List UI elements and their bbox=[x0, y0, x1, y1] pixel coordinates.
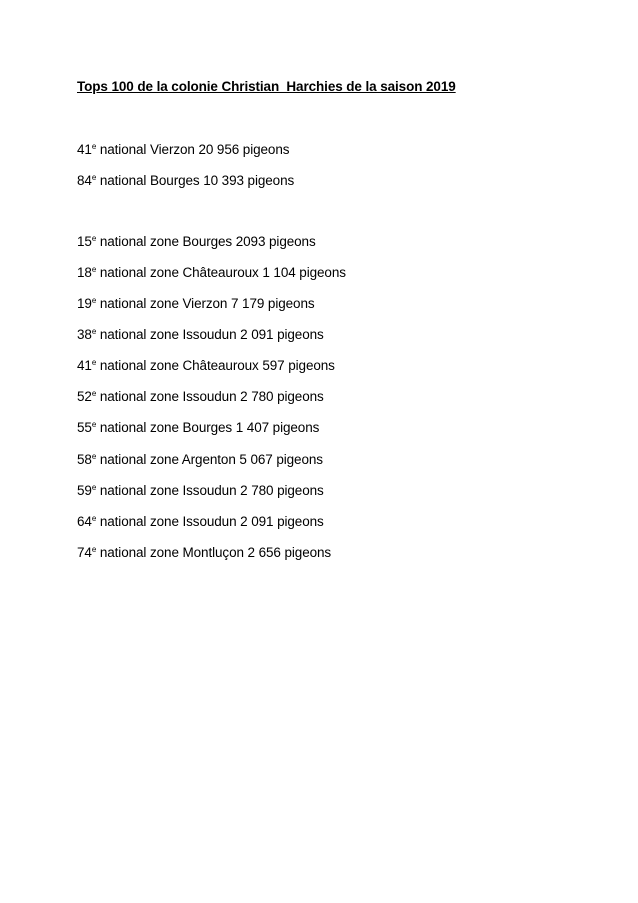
rank: 58 bbox=[77, 452, 92, 467]
result-text: national Vierzon 20 956 pigeons bbox=[96, 142, 290, 157]
rank-suffix: e bbox=[91, 483, 97, 492]
zone-result-3 bbox=[77, 296, 315, 312]
result-text: national zone Châteauroux 597 pigeons bbox=[96, 358, 335, 373]
rank: 84 bbox=[77, 173, 92, 188]
zone-result-5 bbox=[77, 358, 335, 374]
result-text: national zone Vierzon 7 179 pigeons bbox=[96, 296, 315, 311]
result-text: national zone Argenton 5 067 pigeons bbox=[96, 452, 323, 467]
rank: 18 bbox=[77, 265, 92, 280]
rank: 38 bbox=[77, 327, 92, 342]
zone-result-11 bbox=[77, 545, 331, 561]
rank: 41 bbox=[77, 142, 92, 157]
result-text: national zone Bourges 2093 pigeons bbox=[96, 234, 316, 249]
result-text: national Bourges 10 393 pigeons bbox=[96, 173, 295, 188]
result-text: national zone Issoudun 2 780 pigeons bbox=[96, 389, 324, 404]
rank-suffix: e bbox=[91, 420, 97, 429]
rank: 15 bbox=[77, 234, 92, 249]
national-result-1 bbox=[77, 142, 289, 158]
rank: 55 bbox=[77, 420, 92, 435]
zone-result-6 bbox=[77, 389, 324, 405]
result-text: national zone Bourges 1 407 pigeons bbox=[96, 420, 320, 435]
rank-suffix: e bbox=[91, 389, 97, 398]
result-text: national zone Issoudun 2 091 pigeons bbox=[96, 327, 324, 342]
rank-suffix: e bbox=[91, 514, 97, 523]
document-title: Tops 100 de la colonie Christian Harchies de la saison 2019 bbox=[77, 79, 456, 94]
rank: 41 bbox=[77, 358, 92, 373]
rank-suffix: e bbox=[91, 234, 97, 243]
rank-suffix: e bbox=[91, 452, 97, 461]
result-text: national zone Issoudun 2 780 pigeons bbox=[96, 483, 324, 498]
zone-result-1 bbox=[77, 234, 316, 250]
result-text: national zone Châteauroux 1 104 pigeons bbox=[96, 265, 346, 280]
rank-suffix: e bbox=[91, 142, 97, 151]
zone-result-7 bbox=[77, 420, 319, 436]
zone-result-2 bbox=[77, 265, 346, 281]
rank: 74 bbox=[77, 545, 92, 560]
rank-suffix: e bbox=[91, 327, 97, 336]
zone-result-9 bbox=[77, 483, 324, 499]
rank-suffix: e bbox=[91, 358, 97, 367]
rank: 19 bbox=[77, 296, 92, 311]
rank: 52 bbox=[77, 389, 92, 404]
rank-suffix: e bbox=[91, 265, 97, 274]
zone-result-4 bbox=[77, 327, 324, 343]
zone-result-8 bbox=[77, 452, 323, 468]
rank-suffix: e bbox=[91, 173, 97, 182]
rank: 64 bbox=[77, 514, 92, 529]
zone-result-10 bbox=[77, 514, 324, 530]
national-result-2 bbox=[77, 173, 294, 189]
rank-suffix: e bbox=[91, 296, 97, 305]
result-text: national zone Issoudun 2 091 pigeons bbox=[96, 514, 324, 529]
rank: 59 bbox=[77, 483, 92, 498]
rank-suffix: e bbox=[91, 545, 97, 554]
result-text: national zone Montluçon 2 656 pigeons bbox=[96, 545, 332, 560]
